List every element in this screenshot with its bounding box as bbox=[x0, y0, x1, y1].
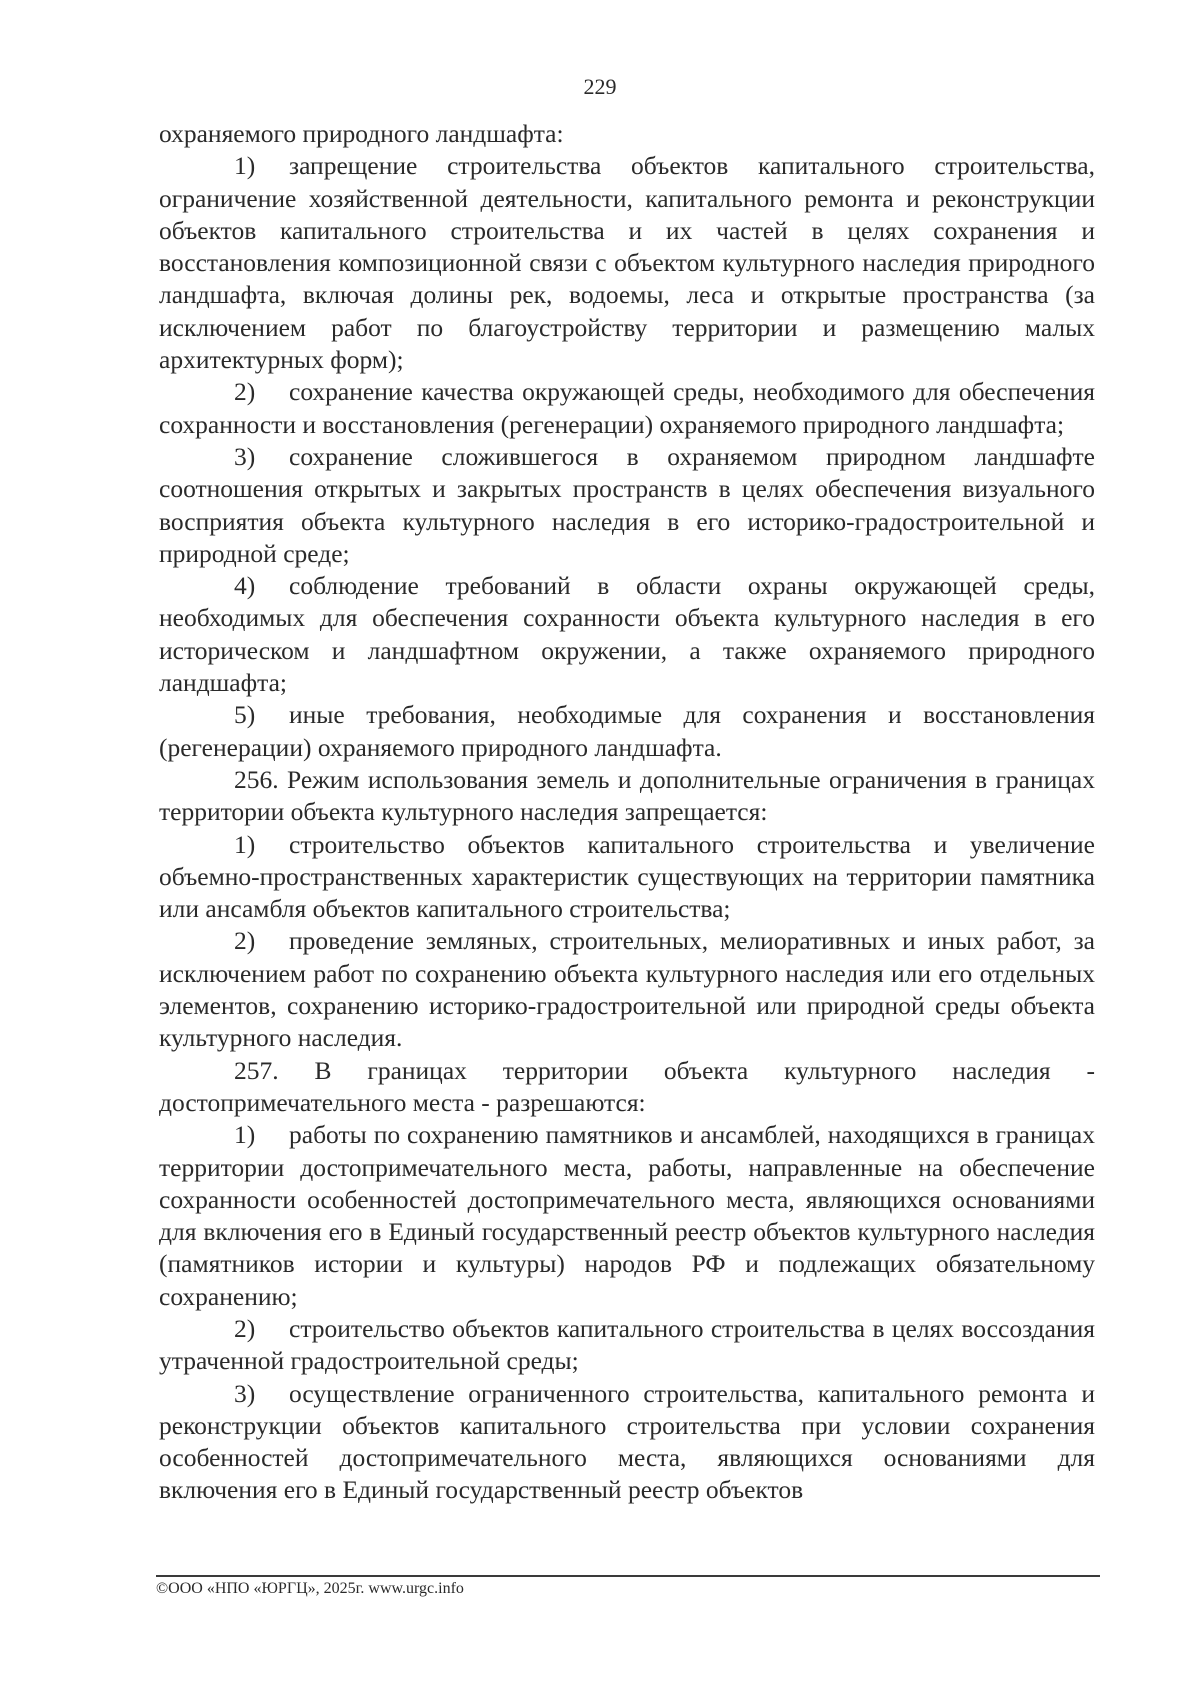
list-item-3: 3) сохранение сложившегося в охраняемом природном ландшафте соотношения открытых и закрытых пространств в целях обеспечения визуального восприятия объекта культурного наследия в его историко-градостроительной и природной среде; bbox=[159, 441, 1095, 568]
page-number: 229 bbox=[583, 74, 617, 99]
list-item-1: 1) запрещение строительства объектов капитального строительства, ограничение хозяйственной деятельности, капитального ремонта и реконструкции объектов капитального строительства и их частей в целях сохранения и восстановления композиционной связи с объектом культурного наследия природного ландшафта, включая долины рек, водоемы, леса и открытые пространства (за исключением работ по благоустройству территории и размещению малых архитектурных форм); bbox=[159, 151, 1095, 375]
list-item-11: 2) строительство объектов капитального строительства в целях воссоздания утраченной градостроительной среды; bbox=[159, 1313, 1095, 1376]
list-item-12: 3) осуществление ограниченного строительства, капитального ремонта и реконструкции объектов капитального строительства при условии сохранения особенностей достопримечательного места, являющихся основаниями для включения его в Единый государственный реестр объектов bbox=[159, 1378, 1095, 1505]
clause-256: 256. Режим использования земель и дополнительные ограничения в границах территории объекта культурного наследия запрещается: bbox=[159, 764, 1095, 827]
item-number: 4) bbox=[234, 571, 256, 601]
list-item-5: 5) иные требования, необходимые для сохранения и восстановления (регенерации) охраняемого природного ландшафта. bbox=[159, 700, 1095, 762]
item-number: 2) bbox=[234, 1313, 256, 1343]
clause-257: 257. В границах территории объекта культурного наследия - достопримечательного места - разрешаются: bbox=[159, 1055, 1095, 1117]
document-body bbox=[159, 118, 1095, 1507]
footer-divider bbox=[156, 1575, 1100, 1577]
item-number: 2) bbox=[234, 377, 256, 407]
item-number: 1) bbox=[234, 1120, 256, 1150]
list-item-2: 2) сохранение качества окружающей среды, необходимого для обеспечения сохранности и восстановления (регенерации) охраняемого природного ландшафта; bbox=[159, 377, 1095, 439]
list-item-7: 1) строительство объектов капитального строительства и увеличение объемно-пространственных характеристик существующих на территории памятника или ансамбля объектов капитального строительства; bbox=[159, 829, 1095, 924]
paragraph-0: охраняемого природного ландшафта: bbox=[159, 119, 564, 148]
item-number: 1) bbox=[234, 829, 256, 859]
list-item-4: 4) соблюдение требований в области охраны окружающей среды, необходимых для обеспечения сохранности объекта культурного наследия в его историческом и ландшафтном окружении, а также охраняемого природного ландшафта; bbox=[159, 571, 1095, 698]
list-item-8: 2) проведение земляных, строительных, мелиоративных и иных работ, за исключением работ по сохранению объекта культурного наследия или его отдельных элементов, сохранению историко-градостроительной или природной среды объекта культурного наследия. bbox=[159, 926, 1095, 1053]
list-item-10: 1) работы по сохранению памятников и ансамблей, находящихся в границах территории достопримечательного места, работы, направленные на обеспечение сохранности особенностей достопримечательного места, являющихся основаниями для включения его в Единый государственный реестр объектов культурного наследия (памятников истории и культуры) народов РФ и подлежащих обязательному сохранению; bbox=[159, 1120, 1095, 1311]
item-number: 5) bbox=[234, 700, 256, 730]
item-number: 3) bbox=[234, 441, 256, 471]
item-number: 1) bbox=[234, 151, 256, 181]
item-number: 2) bbox=[234, 926, 256, 956]
footer-copyright: ©ООО «НПО «ЮРГЦ», 2025г. www.urgc.info bbox=[156, 1580, 464, 1597]
item-number: 3) bbox=[234, 1378, 256, 1408]
